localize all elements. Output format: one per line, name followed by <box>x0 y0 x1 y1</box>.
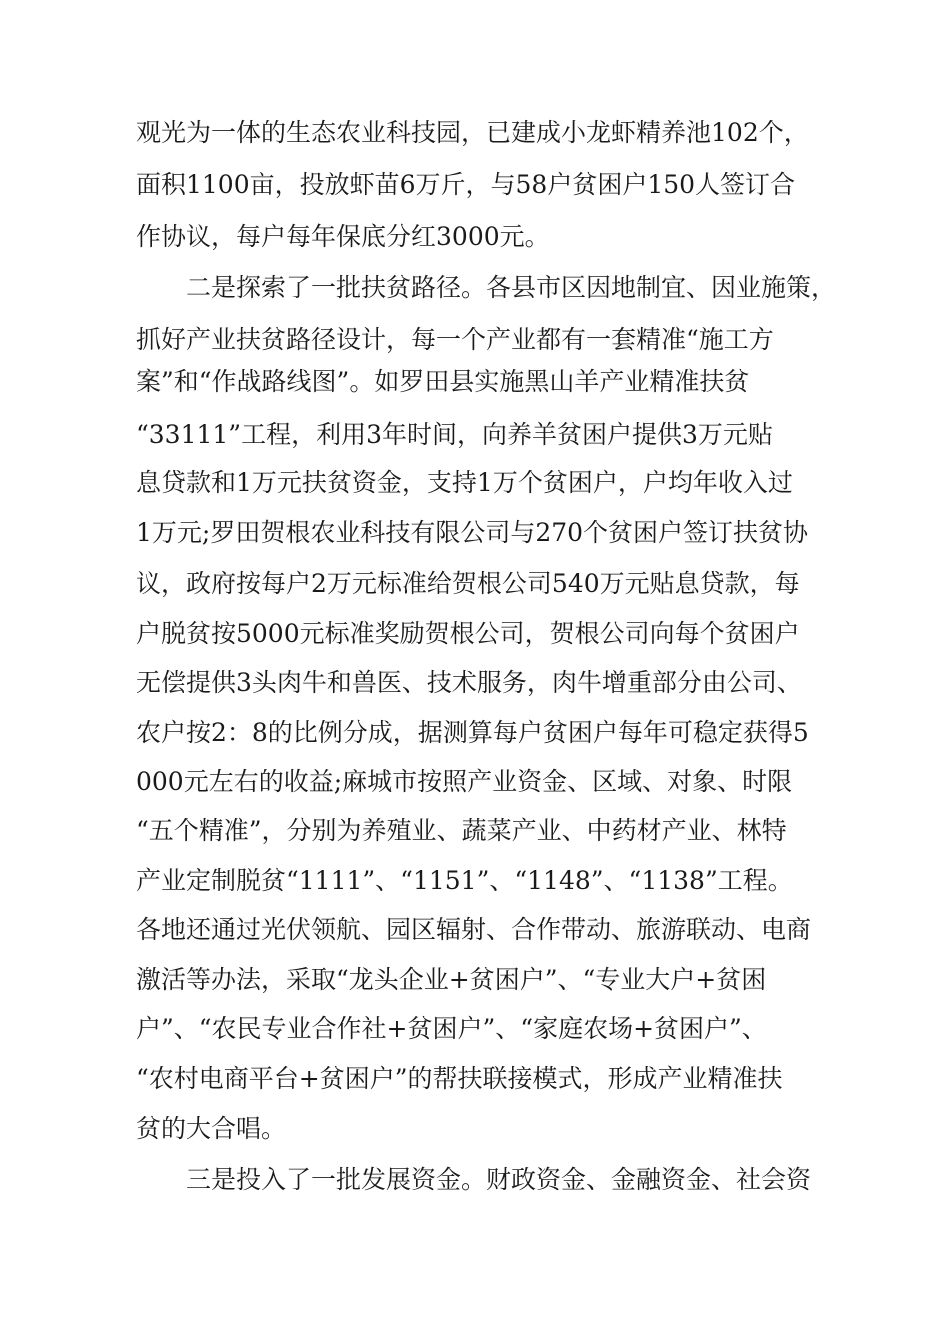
text-line: 000元左右的收益;麻城市按照产业资金、区域、对象、时限 <box>136 767 793 796</box>
text-line: 息贷款和1万元扶贫资金，支持1万个贫困户，户均年收入过 <box>136 468 793 497</box>
text-line: 案”和“作战路线图”。如罗田县实施黑山羊产业精准扶贫 <box>136 367 750 396</box>
paragraph-start-line: 二是探索了一批扶贫路径。各县市区因地制宜、因业施策， <box>186 273 837 302</box>
text-line: 面积1100亩，投放虾苗6万斤，与58户贫困户150人签订合 <box>136 170 796 199</box>
text-line: “33111”工程，利用3年时间，向养羊贫困户提供3万元贴 <box>136 420 773 449</box>
text-line: 农户按2：8的比例分成，据测算每户贫困户每年可稳定获得5 <box>136 718 809 747</box>
text-line: “五个精准”，分别为养殖业、蔬菜产业、中药材产业、林特 <box>136 816 787 845</box>
text-line: 议，政府按每户2万元标准给贺根公司540万元贴息贷款，每 <box>136 569 800 598</box>
text-line: 激活等办法，采取“龙头企业+贫困户”、“专业大户+贫困 <box>136 965 767 994</box>
paragraph-start-line: 三是投入了一批发展资金。财政资金、金融资金、社会资 <box>186 1165 812 1194</box>
text-line: 观光为一体的生态农业科技园，已建成小龙虾精养池102个， <box>136 118 809 147</box>
text-line: 1万元;罗田贺根农业科技有限公司与270个贫困户签订扶贫协 <box>136 518 809 547</box>
text-line: 户脱贫按5000元标准奖励贺根公司，贺根公司向每个贫困户 <box>136 619 800 648</box>
text-line: 各地还通过光伏领航、园区辐射、合作带动、旅游联动、电商 <box>136 915 812 944</box>
text-line: 户”、“农民专业合作社+贫困户”、“家庭农场+贫困户”、 <box>136 1014 767 1043</box>
text-line: 抓好产业扶贫路径设计，每一个产业都有一套精准“施工方 <box>136 325 774 354</box>
text-line: 作协议，每户每年保底分红3000元。 <box>136 222 550 251</box>
text-line: “农村电商平台+贫困户”的帮扶联接模式，形成产业精准扶 <box>136 1064 783 1093</box>
text-line: 无偿提供3头肉牛和兽医、技术服务，肉牛增重部分由公司、 <box>136 668 802 697</box>
text-line: 贫的大合唱。 <box>136 1114 287 1143</box>
text-line: 产业定制脱贫“1111”、“1151”、“1148”、“1138”工程。 <box>136 866 793 895</box>
